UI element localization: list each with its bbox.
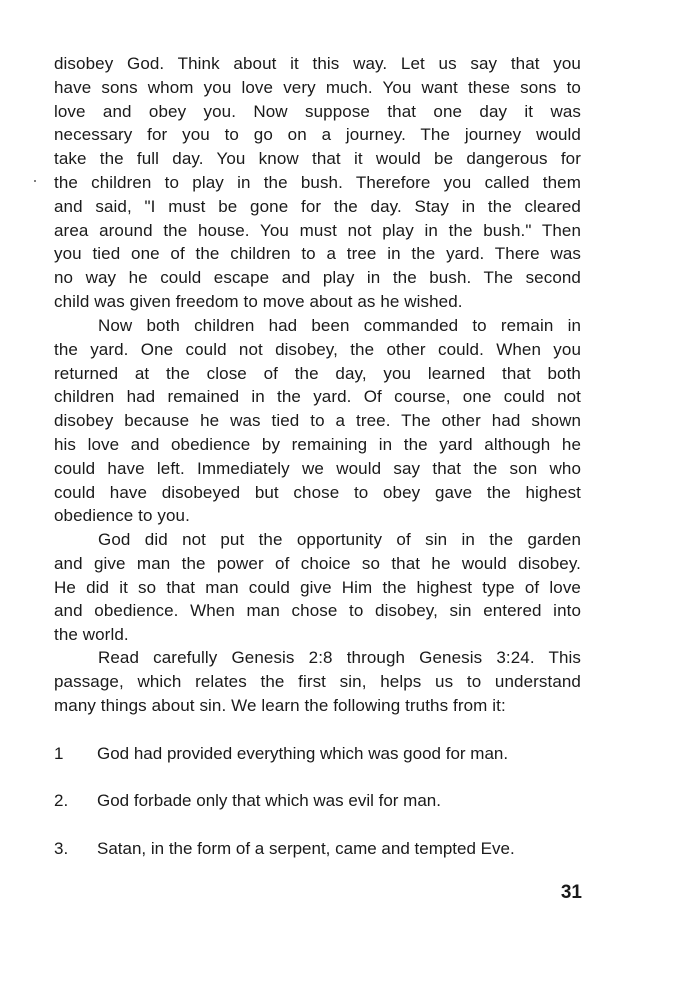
list-item-text: Satan, in the form of a serpent, came and tempted Eve. — [97, 839, 515, 858]
list-item-number: 2. — [54, 791, 69, 810]
paragraph-4 — [54, 646, 581, 717]
text-line: take the full day. You know that it would be dangerous for — [54, 149, 581, 169]
text-line: have sons whom you love very much. You want these sons to — [54, 77, 581, 97]
text-line: Now both children had been commanded to remain in — [98, 316, 581, 335]
text-line: returned at the close of the day, you learned that both — [54, 363, 581, 383]
text-line: He did it so that man could give Him the highest type of love — [54, 577, 581, 597]
text-line: could have disobeyed but chose to obey gave the highest — [54, 482, 581, 502]
text-line: and said, "I must be gone for the day. Stay in the cleared — [54, 196, 581, 216]
paragraph-2 — [54, 314, 581, 528]
text-line: child was given freedom to move about as he wished. — [54, 291, 463, 311]
list-item-text: God forbade only that which was evil for man. — [97, 791, 441, 810]
text-line: the world. — [54, 625, 129, 645]
text-line: you tied one of the children to a tree in the yard. There was — [54, 244, 581, 264]
text-line: no way he could escape and play in the bush. The second — [54, 268, 581, 288]
paragraph-3 — [54, 528, 581, 647]
text-line: God did not put the opportunity of sin in the garden — [98, 530, 581, 549]
scan-speck — [34, 180, 36, 182]
text-line: Read carefully Genesis 2:8 through Genesis 3:24. This — [98, 648, 581, 667]
page-number: 31 — [560, 882, 582, 903]
text-line: obedience to you. — [54, 506, 190, 526]
text-line: children had remained in the yard. Of course, one could not — [54, 387, 581, 407]
text-line: passage, which relates the first sin, helps us to understand — [54, 671, 581, 691]
text-line: disobey because he was tied to a tree. The other had shown — [54, 411, 581, 431]
text-line: necessary for you to go on a journey. The journey would — [54, 125, 581, 145]
list-item-number: 1 — [54, 744, 64, 763]
text-line: many things about sin. We learn the following truths from it: — [54, 695, 506, 715]
text-line: and give man the power of choice so that he would disobey. — [54, 553, 581, 573]
text-line: could have left. Immediately we would say that the son who — [54, 458, 581, 478]
text-line: and obedience. When man chose to disobey, sin entered into — [54, 601, 581, 621]
text-line: disobey God. Think about it this way. Let us say that you — [54, 54, 581, 73]
text-line: love and obey you. Now suppose that one day it was — [54, 101, 581, 121]
list-item-text: God had provided everything which was good for man. — [97, 744, 509, 763]
text-line: his love and obedience by remaining in the yard although he — [54, 434, 581, 454]
text-line: area around the house. You must not play in the bush." Then — [54, 220, 581, 240]
text-line: the children to play in the bush. Therefore you called them — [54, 172, 581, 192]
paragraph-1 — [54, 52, 581, 314]
text-line: the yard. One could not disobey, the other could. When you — [54, 339, 581, 359]
list-item-number: 3. — [54, 839, 69, 858]
